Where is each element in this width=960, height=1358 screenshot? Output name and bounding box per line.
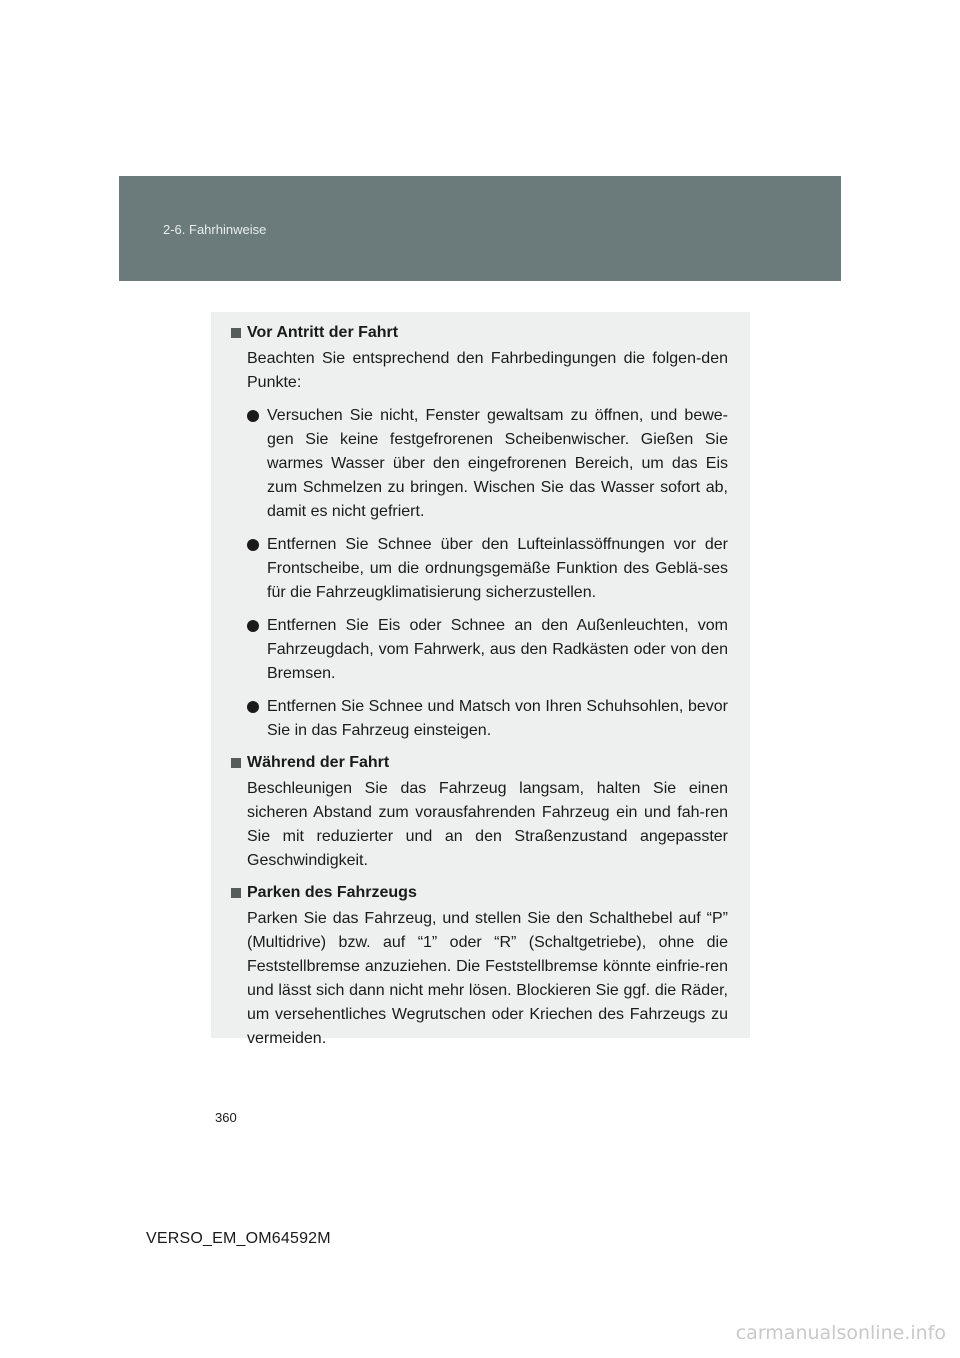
circle-bullet-icon (247, 410, 259, 422)
section-title: Vor Antritt der Fahrt (247, 324, 399, 341)
section-text: Parken Sie das Fahrzeug, und stellen Sie den Schalthebel auf “P” (Multidrive) bzw. auf “1” oder “R” (Schaltgetriebe), ohne die Feststellbremse anzuziehen. Die Feststellbremse könnte einfrie-ren und lässt sich dann nicht mehr lösen. Blockieren Sie ggf. die Räder, um versehentliches Wegrutschen oder Kriechen des Fahrzeugs zu vermeiden. (247, 910, 728, 1047)
section-text: Beschleunigen Sie das Fahrzeug langsam, halten Sie einen sicheren Abstand zum vorausfahrenden Fahrzeug ein und fah-ren Sie mit reduzierter und an den Straßenzustand angepasster Geschwindigkeit. (247, 780, 728, 869)
page-number: 360 (215, 1110, 237, 1125)
list-item (247, 695, 728, 743)
section-before-driving (231, 322, 728, 743)
section-heading (231, 322, 728, 344)
section-heading (231, 752, 728, 774)
section-while-driving (231, 752, 728, 873)
list-item-text: Entfernen Sie Schnee und Matsch von Ihren Schuhsohlen, bevor Sie in das Fahrzeug einsteigen. (267, 698, 728, 739)
circle-bullet-icon (247, 701, 259, 713)
section-title: Parken des Fahrzeugs (247, 884, 417, 901)
document-code: VERSO_EM_OM64592M (146, 1230, 331, 1247)
square-bullet-icon (231, 888, 241, 898)
circle-bullet-icon (247, 539, 259, 551)
list-item-text: Entfernen Sie Schnee über den Lufteinlassöffnungen vor der Frontscheibe, um die ordnungsgemäße Funktion des Geblä-ses für die Fahrzeugklimatisierung sicherzustellen. (267, 536, 728, 601)
watermark: carmanualsonline.info (735, 1322, 946, 1344)
list-item (247, 533, 728, 605)
info-box (211, 312, 750, 1047)
list-item-text: Entfernen Sie Eis oder Schnee an den Außenleuchten, vom Fahrzeugdach, vom Fahrwerk, aus den Radkästen oder von den Bremsen. (267, 617, 728, 682)
section-title: Während der Fahrt (247, 754, 390, 771)
circle-bullet-icon (247, 620, 259, 632)
section-heading (231, 882, 728, 904)
list-item (247, 614, 728, 686)
section-text: Beachten Sie entsprechend den Fahrbedingungen die folgen-den Punkte: (247, 350, 728, 391)
list-item-text: Versuchen Sie nicht, Fenster gewaltsam zu öffnen, und bewe-gen Sie keine festgefrorenen Scheibenwischer. Gießen Sie warmes Wasser über den eingefrorenen Bereich, um das Eis zum Schmelzen zu bringen. Wischen Sie das Wasser sofort ab, damit es nicht gefriert. (267, 407, 728, 520)
section-parking (231, 882, 728, 1051)
chapter-header (119, 176, 841, 281)
square-bullet-icon (231, 328, 241, 338)
section-label: 2-6. Fahrhinweise (163, 222, 267, 237)
list-item (247, 404, 728, 524)
square-bullet-icon (231, 758, 241, 768)
